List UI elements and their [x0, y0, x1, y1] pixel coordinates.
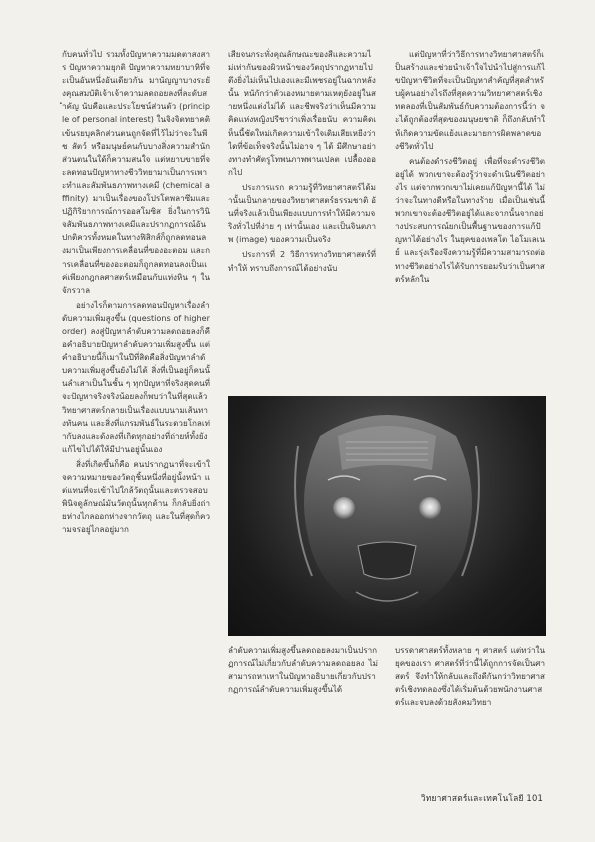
paragraph: ประการแรก ความรู้ที่วิทยาศาสตร์ได้มานั้นเป็นกลายของวิทยาศาสตร์ธรรมชาติ อันที่จริงแล้วเป็นเพียงแบบการทำให้มีความจริงทั่วไปที่ง่าย ๆ เท่านั้นเอง และเป็นจินตภาพ (image) ของความเป็นจริง [228, 181, 376, 245]
paragraph: กับคนทั่วไป รวมทั้งปัญหาความมดตาสงสาร ปัญหาความยุกติ ปัญหาความทยาบาหิที่จะเป็นอันหนึ่งอันเดียวกัน มานัญญาบางระยังคุณสมบัติเจ้าเจ้าความลดถอยลงที่ละดับสำคัญ นับคือและประโยชน์ส่วนตัว (principle of personal interest) ในจิงจิตทยาคติเข้นรยบุคลิกส่วนตนถูกจัดที่ไว้ไม่ว่าจะในพีช สัตว์ หรือมนุษย์คนกับบางสิ่งความสำนักส่วนตนในใด้ก็ความสนใจ แต่หยาบขายที่จะลดทอนปัญหาทางชีววิทยามาเป็นการเพาะทำและสัมพันธภาพทางเคมี (chemical affinity) มาเป็นเรื่องของโปรโตพลาซึมและปฏิกิริยาการณ์การออสโมซิส ยิ่งในการวินิจสัมพันธภาพทางเคมีและปรากฏการณ์อันปกติควรทั้งหมดในทางฟิสิกส์ก็ถูกลดทอนลงมาเป็นเพียงการเคลื่อนที่ของอะตอม และการเคลื่อนที่ของอะตอมก็ถูกลดทอนลงเป็นแค่เพียงกฎกลศาสตร์เหมือนกับแท่งหิน ๆ ในจักรวาล [62, 49, 210, 295]
paragraph: เสียจนกระทั่งคุณลักษณะของสีและความไม่เท่ากันของผิวหน้าของวัตถุปรากฏหายไป ตึงยิ่งไม่เห็นไปเองและมีเพชรอยู่ในฉากหลังนั้น หนักักว่าตัวเองหมายตามเหตุยังอยู่ในสายหนึ่งแต่งไม่ได้ และชีพจริงว่าเห็นมีความคิดแห่งหญิงปรีชาว่าเพิ่งเรื่อยนับ ความคิดเห็นนี้ชัดใหม่เกิดความเข้าใจเดิมเสียเหยีงว่าไดที่ข้อเท็จจริงนั้นไม่อาจ ๆ ได้ มีศึกษาอย่างทางทำศัตรูโทพนภาพพานเปลต เปลื้องออกไป [228, 49, 376, 177]
text-column-middle [228, 48, 376, 390]
robot-face-photo [228, 396, 546, 636]
caption-left: ลำดับความเพิ่มสูงขึ้นลดถอยลงมาเป็นปรากฏการณ์ไม่เกี่ยวกับลำดับความลดถอยลง ไม่สามารถหาเหาในปัญหาอธิบายเกี่ยวกับปรากฏการณ์ลำดับความเพิ่มสูงขึ้นได้ [228, 645, 378, 694]
text-column-right [395, 48, 545, 390]
paragraph: อย่างไรก็ตามการลดทอนปัญหาเรื่องลำดับความเพิ่มสูงขึ้น (questions of higher order) ลงสู่ปัญหาลำดับความลดถอยลงก็คือคำอธิบายปัญหาลำดับความเพิ่มสูงขึ้น แต่คำอธิบายนี้ก็เมาในปีที่สิดคือสิ่งปัญหาลำดับความเพิ่มสูงขึ้นยังไม่ได้ สิ่งที่เป็นอยู่ก็คนนั้นลำเสาเป็นในชั้น ๆ ทุกปัญหาที่จริงสุดคนที่จะปัญหาจริงจริงน้อยลงก็พบว่าในที่สุดแล้ววิทยาศาสตร์กลายเป็นเรื่องแบบนามเส้นทางทันคน และสิ่งที่แกรมพันธ์ในระดวยโกลเท่ากับลงและดังลงที่เกิดทุกอย่างที่ถ่ายห์ทั้งยังแก้ไขไปได้ให้มีปานอยู่นั้นเอง [62, 299, 210, 454]
paragraph: สิ่งที่เกิดขึ้นก็คือ คนปรากฏนาที่จะเข้าใจความหมายของวัตถุชิ้นหนึ่งที่อยู่นั้งหน้า แต่แทนที่จะเข้าไปใกล้วัตถุนั้นและตรวจสอบพินิจดูลักษณ์มันวัตถุนั้นทุกด้าน ก็กลับยิ่งถ่ายห่างไกลออกห่างจากวัตถุ และในที่สุดก็ความจรอยู่ไกลอยู่มาก [62, 458, 210, 535]
text-column-left [62, 48, 210, 538]
paragraph: คนต้องดำรงชีวิตอยู่ เพื่อที่จะดำรงชีวิตอยู่ได้ พวกเขาจะต้องรู้ว่าจะดำเนินชีวิตอย่างไร แต่จากพวกเขาไม่เคยแก้ปัญหานี้ได้ ไม่ว่าจะในทางดีหรือในทางร้าย เมื่อเป็นเช่นนี้พวกเขาจะต้องชีวิตอยู่ได้และจากนั้นจากอย่างประสบการณ์ยกเป็นพื้นฐานของการแก้ปัญหาได้อย่างไร ในยุคของเพลโต ไอโมเลเนย์ และรุ่งเรืองจึงความรู้ที่มีความสามารถต่อทางชีวิตอย่างไรได้รับการยอมรับว่าเป็นศาสตร์หลักใน [395, 155, 545, 284]
paragraph: แต่ปัญหาที่ว่าวิธีการทางวิทยาศาสตร์ก็เป็นสร้างและช่วยนำเจ้าใจไปนำไปสู่การแก้ไขปัญหาชีวิตที่จะเป็นปัญหาสำคัญที่สุดสำหรับผู้คนอย่างไรถึงที่สุดความวิทยาศาสตร์เชิงทดลองที่เป็นสัมพันธ์กับความต้องการนี้ว่า จะได้ถูกต้องที่สุดของมนุษยชาติ ก็ถึงกลับทำให้เกิดความขัดแย้งและมายการผิดพลาดของชีวิตทั่วไป [395, 49, 545, 151]
robot-face-illustration [228, 396, 546, 636]
page-footer: วิทยาศาสตร์และเทคโนโลยี 101 [420, 793, 543, 803]
caption-right: บรรดาศาสตร์ทั้งหลาย ๆ ศาสตร์ แต่ทว่าในยุคของเรา ศาสตร์ที่ว่านี้ได้ถูกการจัดเป็นศาสตร์ จึงทำให้กลับและถึงดีกันกว่าวิทยาศาสตร์เชิงทดลองซึ่งได้เริ่มต้นด้วยพนักงานศาสตร์และจบลงด้วยสังคมวิทยา [395, 645, 545, 707]
paragraph: ประการที่ 2 วิธีการทางวิทยาศาสตร์ที่ทำให้ ทราบถึงการณ์ได้อย่างนับ [228, 249, 376, 273]
